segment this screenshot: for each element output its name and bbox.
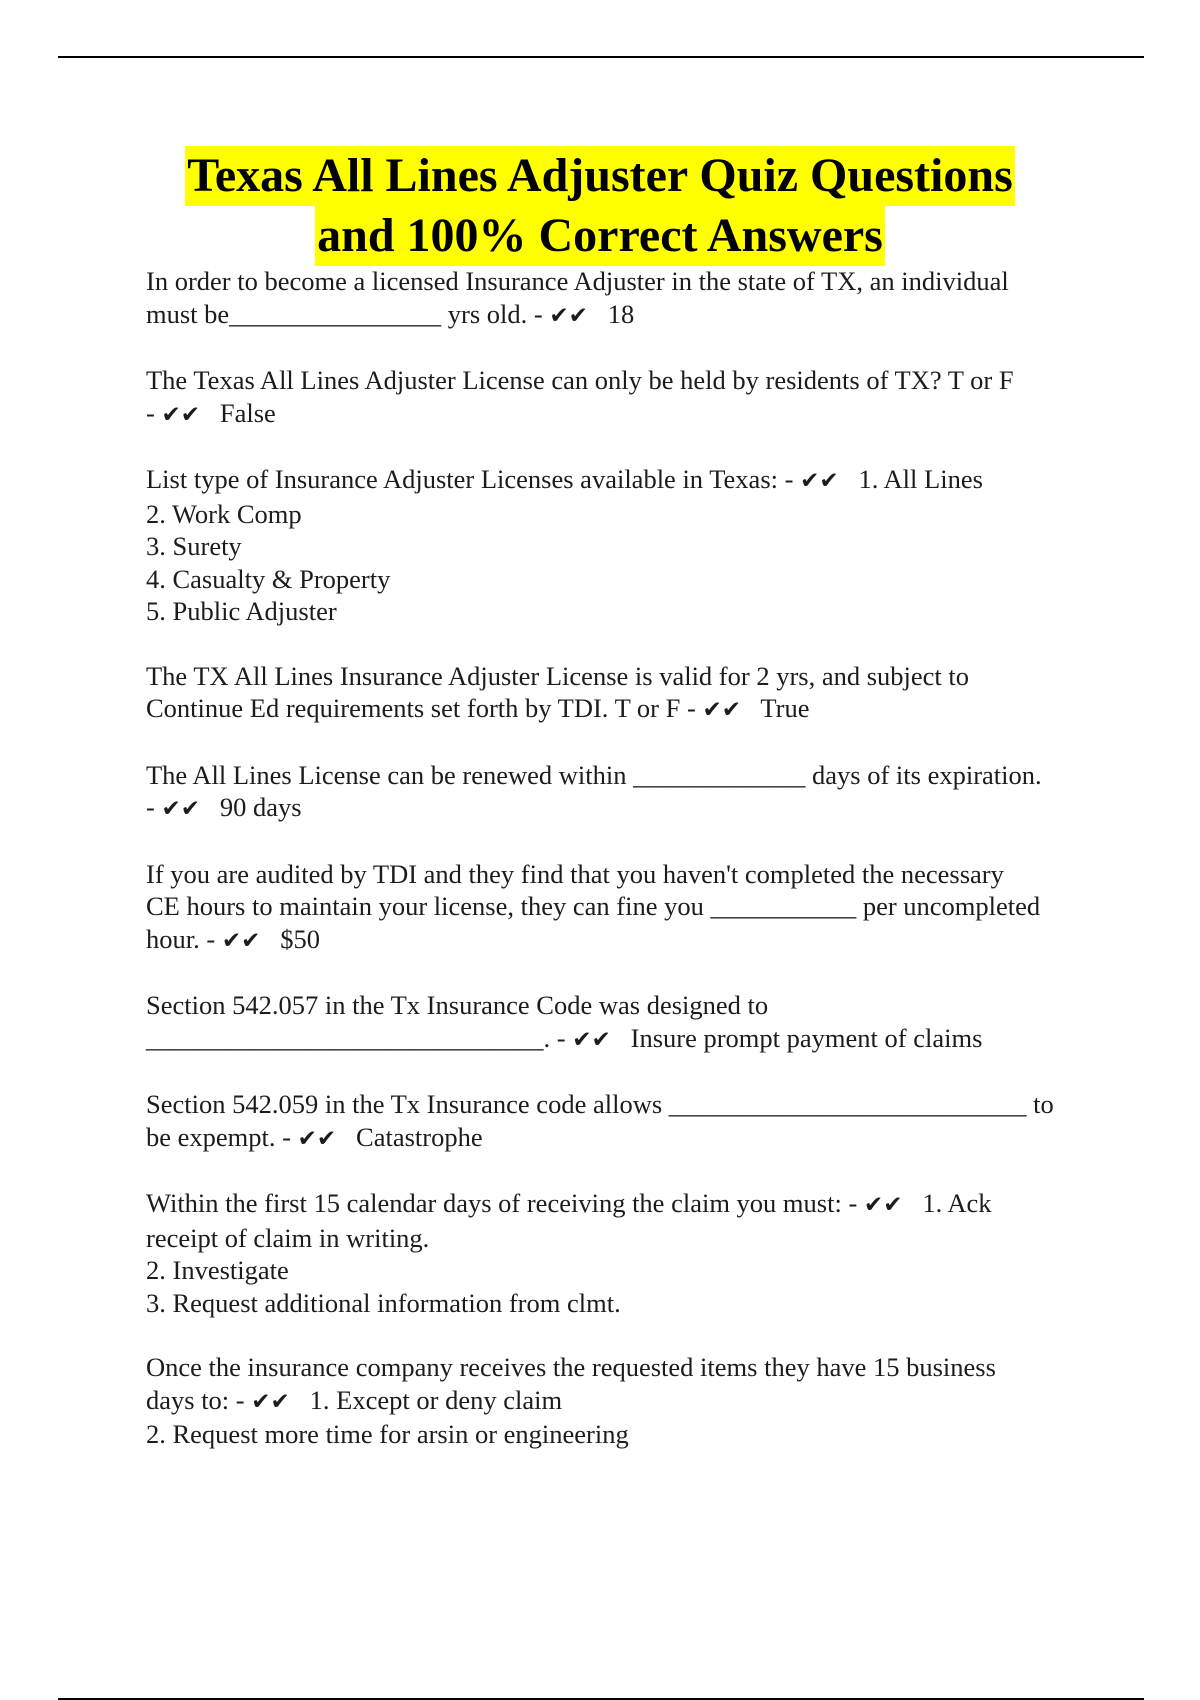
qa-line xyxy=(146,563,1096,596)
qa-line xyxy=(146,1287,1096,1320)
answer-text: 1. Except or deny claim xyxy=(289,1384,563,1415)
answer-text: Insure prompt payment of claims xyxy=(610,1022,983,1053)
qa-line xyxy=(146,660,1096,693)
question-text: Section 542.059 in the Tx Insurance code allows ___________________________ to xyxy=(146,1089,1054,1119)
document-title xyxy=(0,146,1200,266)
qa-item xyxy=(146,1351,1096,1451)
top-rule xyxy=(58,56,1144,58)
question-text: Once the insurance company receives the requested items they have 15 business xyxy=(146,1352,996,1382)
checkmark-icon: ✔✔ xyxy=(221,927,261,954)
qa-line xyxy=(146,1088,1096,1121)
answer-text: 1. Ack xyxy=(902,1188,992,1218)
answer-text: True xyxy=(740,693,810,723)
qa-line xyxy=(146,692,1096,727)
question-text: 5. Public Adjuster xyxy=(146,596,337,626)
qa-line xyxy=(146,1121,1096,1156)
checkmark-icon: ✔✔ xyxy=(863,1192,903,1218)
qa-item xyxy=(146,1088,1096,1155)
question-text: hour. - xyxy=(146,923,222,954)
checkmark-icon: ✔✔ xyxy=(702,697,741,723)
qa-line xyxy=(146,364,1096,397)
title-line-1: Texas All Lines Adjuster Quiz Questions xyxy=(185,146,1015,206)
checkmark-icon: ✔✔ xyxy=(800,468,839,494)
answer-text: 18 xyxy=(587,298,635,329)
qa-item xyxy=(146,660,1096,727)
qa-item xyxy=(146,858,1096,958)
qa-line xyxy=(146,1222,1096,1255)
question-text: 3. Surety xyxy=(146,531,242,561)
qa-line xyxy=(146,1187,1096,1222)
qa-line xyxy=(146,759,1096,792)
question-text: must be________________ yrs old. - xyxy=(146,298,550,329)
checkmark-icon: ✔✔ xyxy=(161,401,200,428)
qa-line xyxy=(146,530,1096,563)
qa-line xyxy=(146,1254,1096,1287)
qa-line xyxy=(146,1022,1096,1057)
qa-line xyxy=(146,1384,1096,1419)
question-text: be expempt. - xyxy=(146,1121,298,1152)
answer-text: $50 xyxy=(260,923,320,954)
question-text: The Texas All Lines Adjuster License can only be held by residents of TX? T or F xyxy=(146,365,1014,395)
qa-item xyxy=(146,364,1096,431)
qa-line xyxy=(146,923,1096,958)
answer-text: Catastrophe xyxy=(336,1121,483,1152)
question-text: - xyxy=(146,397,162,428)
question-text: 2. Request more time for arsin or engineering xyxy=(146,1419,629,1449)
question-text: Continue Ed requirements set forth by TDI. T or F - xyxy=(146,693,703,723)
title-line-2: and 100% Correct Answers xyxy=(315,206,885,266)
checkmark-icon: ✔✔ xyxy=(549,302,588,329)
qa-line xyxy=(146,595,1096,628)
qa-item xyxy=(146,265,1096,332)
answer-text: False xyxy=(200,397,276,428)
question-text: 4. Casualty & Property xyxy=(146,563,391,594)
question-text: In order to become a licensed Insurance Adjuster in the state of TX, an individual xyxy=(146,266,1009,296)
answer-text: 90 days xyxy=(200,792,302,822)
question-text: CE hours to maintain your license, they can fine you ___________ per uncompleted xyxy=(146,891,1041,921)
qa-item xyxy=(146,759,1096,826)
question-text: If you are audited by TDI and they find that you haven't completed the necessary xyxy=(146,858,1004,889)
question-text: 2. Work Comp xyxy=(146,498,302,529)
question-text: The TX All Lines Insurance Adjuster License is valid for 2 yrs, and subject to xyxy=(146,660,970,691)
question-text: receipt of claim in writing. xyxy=(146,1222,430,1253)
question-text: days to: - xyxy=(146,1384,252,1415)
qa-item xyxy=(146,989,1096,1056)
qa-line xyxy=(146,1351,1096,1384)
question-text: 2. Investigate xyxy=(146,1255,289,1285)
checkmark-icon: ✔✔ xyxy=(251,1388,290,1415)
question-text: List type of Insurance Adjuster Licenses available in Texas: - xyxy=(146,464,801,494)
qa-item xyxy=(146,463,1096,628)
qa-line xyxy=(146,463,1096,498)
question-text: - xyxy=(146,792,162,822)
question-text: Within the first 15 calendar days of receiving the claim you must: - xyxy=(146,1188,864,1218)
question-text: 3. Request additional information from clmt. xyxy=(146,1287,621,1318)
answer-text: 1. All Lines xyxy=(838,464,983,494)
qa-line xyxy=(146,498,1096,531)
checkmark-icon: ✔✔ xyxy=(572,1026,611,1053)
qa-line xyxy=(146,791,1096,826)
qa-line xyxy=(146,265,1096,298)
qa-line xyxy=(146,890,1096,923)
question-text: ______________________________. - xyxy=(146,1022,573,1053)
question-text: The All Lines License can be renewed within _____________ days of its expiration. xyxy=(146,759,1042,790)
checkmark-icon: ✔✔ xyxy=(297,1125,337,1152)
checkmark-icon: ✔✔ xyxy=(161,796,200,822)
qa-item xyxy=(146,1187,1096,1319)
qa-line xyxy=(146,858,1096,891)
qa-line xyxy=(146,298,1096,333)
question-text: Section 542.057 in the Tx Insurance Code was designed to xyxy=(146,990,769,1020)
qa-line xyxy=(146,1418,1096,1451)
qa-line xyxy=(146,989,1096,1022)
qa-list xyxy=(146,265,1096,1483)
qa-line xyxy=(146,397,1096,432)
